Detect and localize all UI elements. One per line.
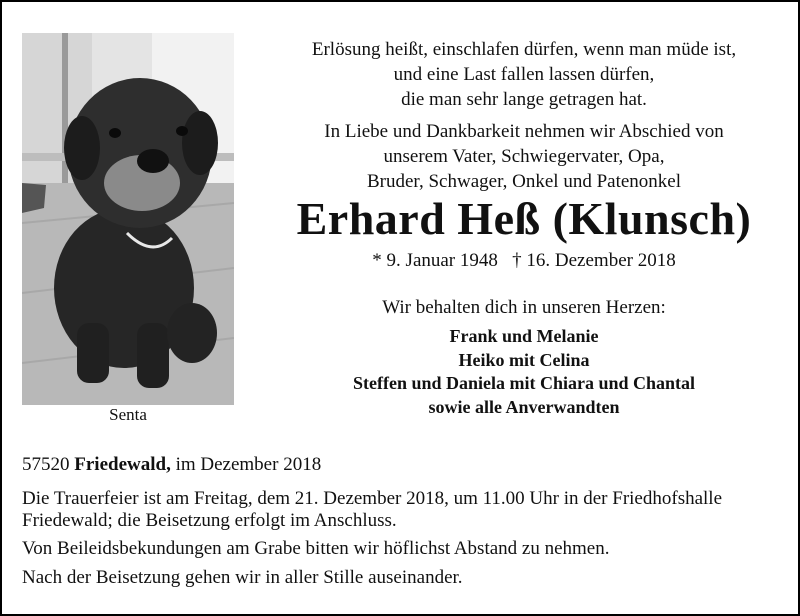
zip-code: 57520 xyxy=(22,454,70,475)
verse xyxy=(250,37,798,112)
birth-symbol: * xyxy=(372,250,382,271)
deceased-name: Erhard Heß (Klunsch) xyxy=(296,193,752,244)
mourner-entry: Heiko mit Celina xyxy=(458,349,590,370)
birth-date: 9. Januar 1948 xyxy=(386,250,498,271)
place-date-line xyxy=(22,454,792,476)
hearts-line: Wir behalten dich in unseren Herzen: xyxy=(382,297,666,318)
dog-photo xyxy=(22,33,234,405)
condolences-notice: Von Beileidsbekundungen am Grabe bitten wir höflichst Abstand zu nehmen. xyxy=(22,538,610,559)
verse-line: Erlösung heißt, einschlafen dürfen, wenn man müde ist, xyxy=(311,39,737,60)
intro-line: In Liebe und Dankbarkeit nehmen wir Abschied von xyxy=(324,121,724,142)
intro-line: unserem Vater, Schwiegervater, Opa, xyxy=(383,146,665,167)
farewell-intro xyxy=(250,119,798,194)
verse-line: die man sehr lange getragen hat. xyxy=(401,89,647,110)
mourner-entry: Steffen und Daniela mit Chiara und Chantal xyxy=(352,373,696,393)
photo-caption: Senta xyxy=(109,405,147,424)
intro-line: Bruder, Schwager, Onkel und Patenonkel xyxy=(366,171,681,192)
month-date: im Dezember 2018 xyxy=(175,454,322,475)
mourner-entry: Frank und Melanie xyxy=(449,326,599,346)
death-symbol: † xyxy=(512,250,522,271)
life-dates xyxy=(250,247,798,275)
silence-notice: Nach der Beisetzung gehen wir in aller Stille auseinander. xyxy=(22,567,463,588)
mourners-list xyxy=(250,325,798,419)
dog-photo-image xyxy=(22,33,234,405)
death-date: 16. Dezember 2018 xyxy=(526,250,676,271)
verse-line: und eine Last fallen lassen dürfen, xyxy=(393,64,655,85)
town: Friedewald, xyxy=(74,454,171,475)
funeral-notice: Die Trauerfeier ist am Freitag, dem 21. Dezember 2018, um 11.00 Uhr in der Friedhofshalle Friedewald; die Beisetzung erfolgt im Anschluss. xyxy=(22,488,723,531)
mourner-entry: sowie alle Anverwandten xyxy=(428,396,620,417)
